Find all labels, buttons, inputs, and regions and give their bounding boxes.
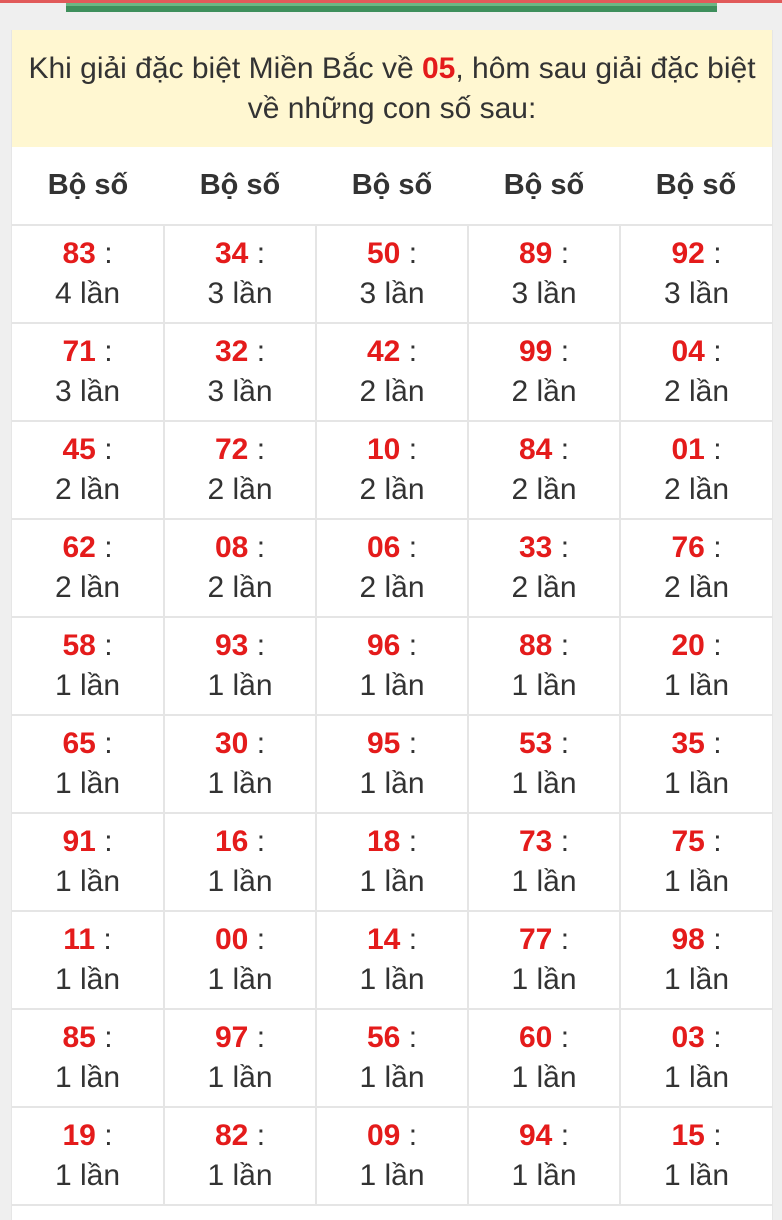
lottery-number: 76 bbox=[671, 531, 705, 564]
number-line bbox=[317, 332, 467, 372]
number-line bbox=[165, 528, 315, 568]
table-row bbox=[12, 421, 772, 519]
number-cell bbox=[316, 323, 468, 421]
lottery-number: 75 bbox=[671, 825, 705, 858]
number-line bbox=[165, 724, 315, 764]
occurrence-count: 3 lần bbox=[207, 277, 273, 310]
number-separator: : bbox=[256, 531, 266, 564]
number-stats-table bbox=[12, 147, 772, 1206]
occurrence-count: 2 lần bbox=[663, 571, 730, 604]
occurrence-count: 1 lần bbox=[359, 767, 425, 800]
banner-text bbox=[28, 49, 756, 129]
number-cell bbox=[12, 421, 164, 519]
lottery-number: 11 bbox=[63, 923, 96, 956]
lottery-number: 10 bbox=[366, 433, 401, 466]
number-line bbox=[317, 1018, 467, 1058]
occurrence-count: 2 lần bbox=[511, 571, 577, 604]
number-line bbox=[165, 822, 315, 862]
number-cell bbox=[316, 225, 468, 323]
number-separator: : bbox=[408, 1119, 418, 1152]
occurrence-count: 2 lần bbox=[359, 375, 425, 408]
lottery-number: 58 bbox=[62, 629, 96, 662]
occurrence-count: 2 lần bbox=[663, 473, 730, 506]
number-line bbox=[12, 1116, 163, 1156]
lottery-number: 14 bbox=[366, 923, 401, 956]
lottery-number: 77 bbox=[518, 923, 553, 956]
occurrence-count: 1 lần bbox=[511, 865, 577, 898]
number-separator: : bbox=[713, 727, 722, 760]
number-separator: : bbox=[256, 237, 266, 270]
number-line bbox=[12, 430, 163, 470]
number-separator: : bbox=[408, 629, 418, 662]
number-separator: : bbox=[713, 1119, 722, 1152]
lottery-number: 03 bbox=[671, 1021, 705, 1054]
table-row bbox=[12, 617, 772, 715]
table-row bbox=[12, 911, 772, 1009]
occurrence-count: 1 lần bbox=[511, 767, 577, 800]
number-separator: : bbox=[560, 531, 570, 564]
table-row bbox=[12, 715, 772, 813]
number-separator: : bbox=[408, 531, 418, 564]
number-cell bbox=[468, 715, 620, 813]
number-line bbox=[165, 430, 315, 470]
number-line bbox=[621, 332, 772, 372]
number-separator: : bbox=[256, 629, 266, 662]
number-line bbox=[12, 528, 163, 568]
occurrence-count: 2 lần bbox=[359, 473, 425, 506]
table-header-row bbox=[12, 147, 772, 225]
number-separator: : bbox=[560, 629, 570, 662]
number-separator: : bbox=[713, 335, 722, 368]
number-line bbox=[165, 920, 315, 960]
occurrence-count: 3 lần bbox=[54, 375, 121, 408]
lottery-number: 91 bbox=[62, 825, 96, 858]
lottery-number: 45 bbox=[62, 433, 96, 466]
number-cell bbox=[468, 225, 620, 323]
occurrence-count: 3 lần bbox=[207, 375, 273, 408]
lottery-number: 42 bbox=[366, 335, 401, 368]
lottery-number: 35 bbox=[671, 727, 705, 760]
number-line bbox=[317, 920, 467, 960]
lottery-number: 96 bbox=[366, 629, 401, 662]
number-separator: : bbox=[408, 923, 418, 956]
lottery-number: 88 bbox=[518, 629, 553, 662]
lottery-number: 83 bbox=[62, 237, 96, 270]
number-cell bbox=[468, 421, 620, 519]
number-separator: : bbox=[104, 727, 113, 760]
lottery-number: 19 bbox=[62, 1119, 96, 1152]
table-row bbox=[12, 323, 772, 421]
number-separator: : bbox=[560, 727, 570, 760]
lottery-number: 60 bbox=[518, 1021, 553, 1054]
number-separator: : bbox=[713, 433, 722, 466]
lottery-number: 97 bbox=[214, 1021, 249, 1054]
number-cell bbox=[164, 813, 316, 911]
lottery-number: 33 bbox=[518, 531, 553, 564]
number-line bbox=[165, 1018, 315, 1058]
number-cell bbox=[468, 911, 620, 1009]
number-line bbox=[469, 1116, 619, 1156]
occurrence-count: 1 lần bbox=[511, 669, 577, 702]
table-body bbox=[12, 225, 772, 1205]
number-line bbox=[317, 724, 467, 764]
number-line bbox=[621, 430, 772, 470]
occurrence-count: 1 lần bbox=[54, 669, 121, 702]
table-row bbox=[12, 1009, 772, 1107]
stats-banner bbox=[12, 30, 772, 147]
number-cell bbox=[316, 617, 468, 715]
table-row bbox=[12, 225, 772, 323]
occurrence-count: 2 lần bbox=[511, 375, 577, 408]
occurrence-count: 2 lần bbox=[663, 375, 730, 408]
lottery-number: 82 bbox=[214, 1119, 249, 1152]
number-line bbox=[621, 920, 772, 960]
lottery-number: 50 bbox=[366, 237, 401, 270]
column-header: Bộ số bbox=[620, 147, 772, 225]
occurrence-count: 1 lần bbox=[663, 963, 730, 996]
number-line bbox=[469, 626, 619, 666]
occurrence-count: 1 lần bbox=[359, 963, 425, 996]
number-separator: : bbox=[104, 629, 113, 662]
occurrence-count: 1 lần bbox=[359, 669, 425, 702]
number-cell bbox=[468, 617, 620, 715]
number-separator: : bbox=[104, 531, 113, 564]
lottery-number: 98 bbox=[671, 923, 705, 956]
occurrence-count: 1 lần bbox=[663, 1061, 730, 1094]
number-line bbox=[12, 822, 163, 862]
number-separator: : bbox=[560, 335, 570, 368]
number-cell bbox=[164, 323, 316, 421]
number-cell bbox=[164, 519, 316, 617]
number-cell bbox=[12, 1107, 164, 1205]
number-separator: : bbox=[713, 629, 722, 662]
occurrence-count: 1 lần bbox=[54, 767, 121, 800]
lottery-number: 08 bbox=[214, 531, 249, 564]
occurrence-count: 3 lần bbox=[359, 277, 425, 310]
occurrence-count: 1 lần bbox=[54, 1061, 121, 1094]
number-line bbox=[12, 1018, 163, 1058]
number-cell bbox=[468, 1009, 620, 1107]
number-line bbox=[469, 1018, 619, 1058]
number-line bbox=[621, 528, 772, 568]
lottery-number: 95 bbox=[366, 727, 401, 760]
number-separator: : bbox=[256, 335, 266, 368]
number-separator: : bbox=[713, 825, 722, 858]
number-cell bbox=[316, 1107, 468, 1205]
occurrence-count: 3 lần bbox=[511, 277, 577, 310]
number-cell bbox=[316, 813, 468, 911]
number-line bbox=[317, 430, 467, 470]
occurrence-count: 1 lần bbox=[207, 865, 273, 898]
number-separator: : bbox=[104, 237, 113, 270]
occurrence-count: 1 lần bbox=[511, 1159, 577, 1192]
occurrence-count: 1 lần bbox=[663, 865, 730, 898]
occurrence-count: 1 lần bbox=[663, 767, 730, 800]
number-cell bbox=[468, 813, 620, 911]
lottery-number: 62 bbox=[62, 531, 96, 564]
number-cell bbox=[316, 421, 468, 519]
number-separator: : bbox=[408, 825, 418, 858]
occurrence-count: 1 lần bbox=[663, 1159, 730, 1192]
column-header: Bộ số bbox=[12, 147, 164, 225]
number-cell bbox=[620, 323, 772, 421]
number-cell bbox=[12, 813, 164, 911]
number-separator: : bbox=[256, 433, 266, 466]
banner-text-after: , hôm sau giải đặc biệt về những con số sau: bbox=[247, 51, 756, 125]
number-cell bbox=[620, 519, 772, 617]
number-cell bbox=[164, 1107, 316, 1205]
number-cell bbox=[12, 715, 164, 813]
number-separator: : bbox=[408, 335, 418, 368]
number-cell bbox=[164, 911, 316, 1009]
number-separator: : bbox=[713, 531, 722, 564]
lottery-number: 94 bbox=[518, 1119, 553, 1152]
occurrence-count: 1 lần bbox=[207, 767, 273, 800]
number-separator: : bbox=[713, 1021, 722, 1054]
number-line bbox=[621, 234, 772, 274]
column-header: Bộ số bbox=[164, 147, 316, 225]
number-separator: : bbox=[408, 237, 418, 270]
number-cell bbox=[164, 715, 316, 813]
number-cell bbox=[316, 911, 468, 1009]
lottery-number: 00 bbox=[214, 923, 249, 956]
lottery-number: 93 bbox=[214, 629, 249, 662]
number-cell bbox=[316, 715, 468, 813]
occurrence-count: 1 lần bbox=[54, 865, 121, 898]
number-cell bbox=[316, 519, 468, 617]
banner-text-before: Khi giải đặc biệt Miền Bắc về bbox=[28, 51, 422, 85]
lottery-number: 20 bbox=[671, 629, 705, 662]
number-separator: : bbox=[256, 923, 266, 956]
lottery-number: 73 bbox=[518, 825, 553, 858]
number-cell bbox=[12, 911, 164, 1009]
occurrence-count: 1 lần bbox=[359, 865, 425, 898]
lottery-number: 09 bbox=[366, 1119, 401, 1152]
number-cell bbox=[12, 1009, 164, 1107]
table-row bbox=[12, 813, 772, 911]
number-separator: : bbox=[560, 433, 570, 466]
lottery-number: 71 bbox=[62, 335, 96, 368]
number-separator: : bbox=[560, 1119, 570, 1152]
number-cell bbox=[12, 323, 164, 421]
table-row bbox=[12, 519, 772, 617]
lottery-number: 53 bbox=[518, 727, 553, 760]
number-separator: : bbox=[560, 825, 570, 858]
number-separator: : bbox=[256, 825, 266, 858]
number-line bbox=[469, 234, 619, 274]
lottery-number: 85 bbox=[62, 1021, 96, 1054]
number-line bbox=[317, 234, 467, 274]
number-cell bbox=[620, 1009, 772, 1107]
number-line bbox=[317, 528, 467, 568]
number-line bbox=[469, 528, 619, 568]
number-separator: : bbox=[256, 1119, 266, 1152]
number-line bbox=[621, 626, 772, 666]
number-line bbox=[12, 234, 163, 274]
number-cell bbox=[620, 813, 772, 911]
number-cell bbox=[620, 715, 772, 813]
occurrence-count: 1 lần bbox=[207, 1061, 273, 1094]
number-line bbox=[317, 822, 467, 862]
number-separator: : bbox=[408, 727, 418, 760]
number-line bbox=[621, 1116, 772, 1156]
column-header: Bộ số bbox=[316, 147, 468, 225]
occurrence-count: 2 lần bbox=[207, 473, 273, 506]
lottery-number: 30 bbox=[214, 727, 249, 760]
lottery-number: 56 bbox=[366, 1021, 401, 1054]
number-line bbox=[469, 430, 619, 470]
number-separator: : bbox=[103, 923, 112, 956]
lottery-number: 16 bbox=[214, 825, 249, 858]
number-cell bbox=[164, 225, 316, 323]
number-cell bbox=[468, 519, 620, 617]
occurrence-count: 4 lần bbox=[54, 277, 121, 310]
number-line bbox=[621, 724, 772, 764]
number-separator: : bbox=[560, 1021, 570, 1054]
lottery-number: 92 bbox=[671, 237, 705, 270]
number-separator: : bbox=[104, 1119, 113, 1152]
lottery-number: 84 bbox=[518, 433, 553, 466]
lottery-number: 01 bbox=[671, 433, 705, 466]
lottery-number: 34 bbox=[214, 237, 249, 270]
lottery-number: 06 bbox=[366, 531, 401, 564]
occurrence-count: 1 lần bbox=[511, 963, 577, 996]
occurrence-count: 1 lần bbox=[207, 963, 273, 996]
lottery-number: 65 bbox=[62, 727, 96, 760]
lottery-number: 04 bbox=[671, 335, 705, 368]
number-line bbox=[12, 724, 163, 764]
number-line bbox=[469, 920, 619, 960]
number-separator: : bbox=[104, 1021, 113, 1054]
number-separator: : bbox=[560, 923, 570, 956]
table-row bbox=[12, 1107, 772, 1205]
occurrence-count: 1 lần bbox=[359, 1159, 425, 1192]
column-header: Bộ số bbox=[468, 147, 620, 225]
number-separator: : bbox=[256, 727, 266, 760]
lottery-number: 15 bbox=[671, 1119, 705, 1152]
number-separator: : bbox=[713, 923, 722, 956]
number-cell bbox=[620, 421, 772, 519]
number-cell bbox=[316, 1009, 468, 1107]
number-separator: : bbox=[256, 1021, 266, 1054]
occurrence-count: 1 lần bbox=[359, 1061, 425, 1094]
number-cell bbox=[12, 225, 164, 323]
lottery-number: 18 bbox=[366, 825, 401, 858]
lottery-number: 32 bbox=[214, 335, 249, 368]
number-separator: : bbox=[408, 433, 418, 466]
lottery-number: 99 bbox=[518, 335, 553, 368]
number-line bbox=[12, 920, 163, 960]
number-line bbox=[165, 234, 315, 274]
number-cell bbox=[164, 1009, 316, 1107]
occurrence-count: 3 lần bbox=[663, 277, 730, 310]
number-line bbox=[317, 626, 467, 666]
number-line bbox=[469, 724, 619, 764]
occurrence-count: 2 lần bbox=[54, 473, 121, 506]
number-cell bbox=[12, 617, 164, 715]
lottery-number: 72 bbox=[214, 433, 249, 466]
number-line bbox=[469, 332, 619, 372]
occurrence-count: 1 lần bbox=[663, 669, 730, 702]
banner-highlight-number: 05 bbox=[421, 51, 456, 85]
number-line bbox=[621, 1018, 772, 1058]
occurrence-count: 2 lần bbox=[54, 571, 121, 604]
number-cell bbox=[620, 1107, 772, 1205]
number-separator: : bbox=[560, 237, 570, 270]
number-cell bbox=[12, 519, 164, 617]
number-cell bbox=[468, 323, 620, 421]
number-cell bbox=[468, 1107, 620, 1205]
number-separator: : bbox=[104, 335, 113, 368]
number-line bbox=[12, 332, 163, 372]
number-line bbox=[165, 1116, 315, 1156]
occurrence-count: 2 lần bbox=[511, 473, 577, 506]
top-strip-highlight bbox=[66, 3, 717, 6]
occurrence-count: 2 lần bbox=[359, 571, 425, 604]
number-separator: : bbox=[408, 1021, 418, 1054]
number-separator: : bbox=[104, 433, 113, 466]
number-cell bbox=[620, 617, 772, 715]
occurrence-count: 1 lần bbox=[54, 963, 121, 996]
occurrence-count: 1 lần bbox=[54, 1159, 121, 1192]
number-separator: : bbox=[104, 825, 113, 858]
number-cell bbox=[620, 225, 772, 323]
lottery-number: 89 bbox=[518, 237, 553, 270]
number-line bbox=[12, 626, 163, 666]
number-line bbox=[621, 822, 772, 862]
occurrence-count: 1 lần bbox=[207, 1159, 273, 1192]
stats-card bbox=[11, 30, 773, 1220]
number-separator: : bbox=[713, 237, 722, 270]
number-cell bbox=[620, 911, 772, 1009]
number-line bbox=[165, 626, 315, 666]
number-line bbox=[165, 332, 315, 372]
number-cell bbox=[164, 421, 316, 519]
occurrence-count: 1 lần bbox=[207, 669, 273, 702]
number-line bbox=[317, 1116, 467, 1156]
number-line bbox=[469, 822, 619, 862]
number-cell bbox=[164, 617, 316, 715]
occurrence-count: 2 lần bbox=[207, 571, 273, 604]
occurrence-count: 1 lần bbox=[511, 1061, 577, 1094]
